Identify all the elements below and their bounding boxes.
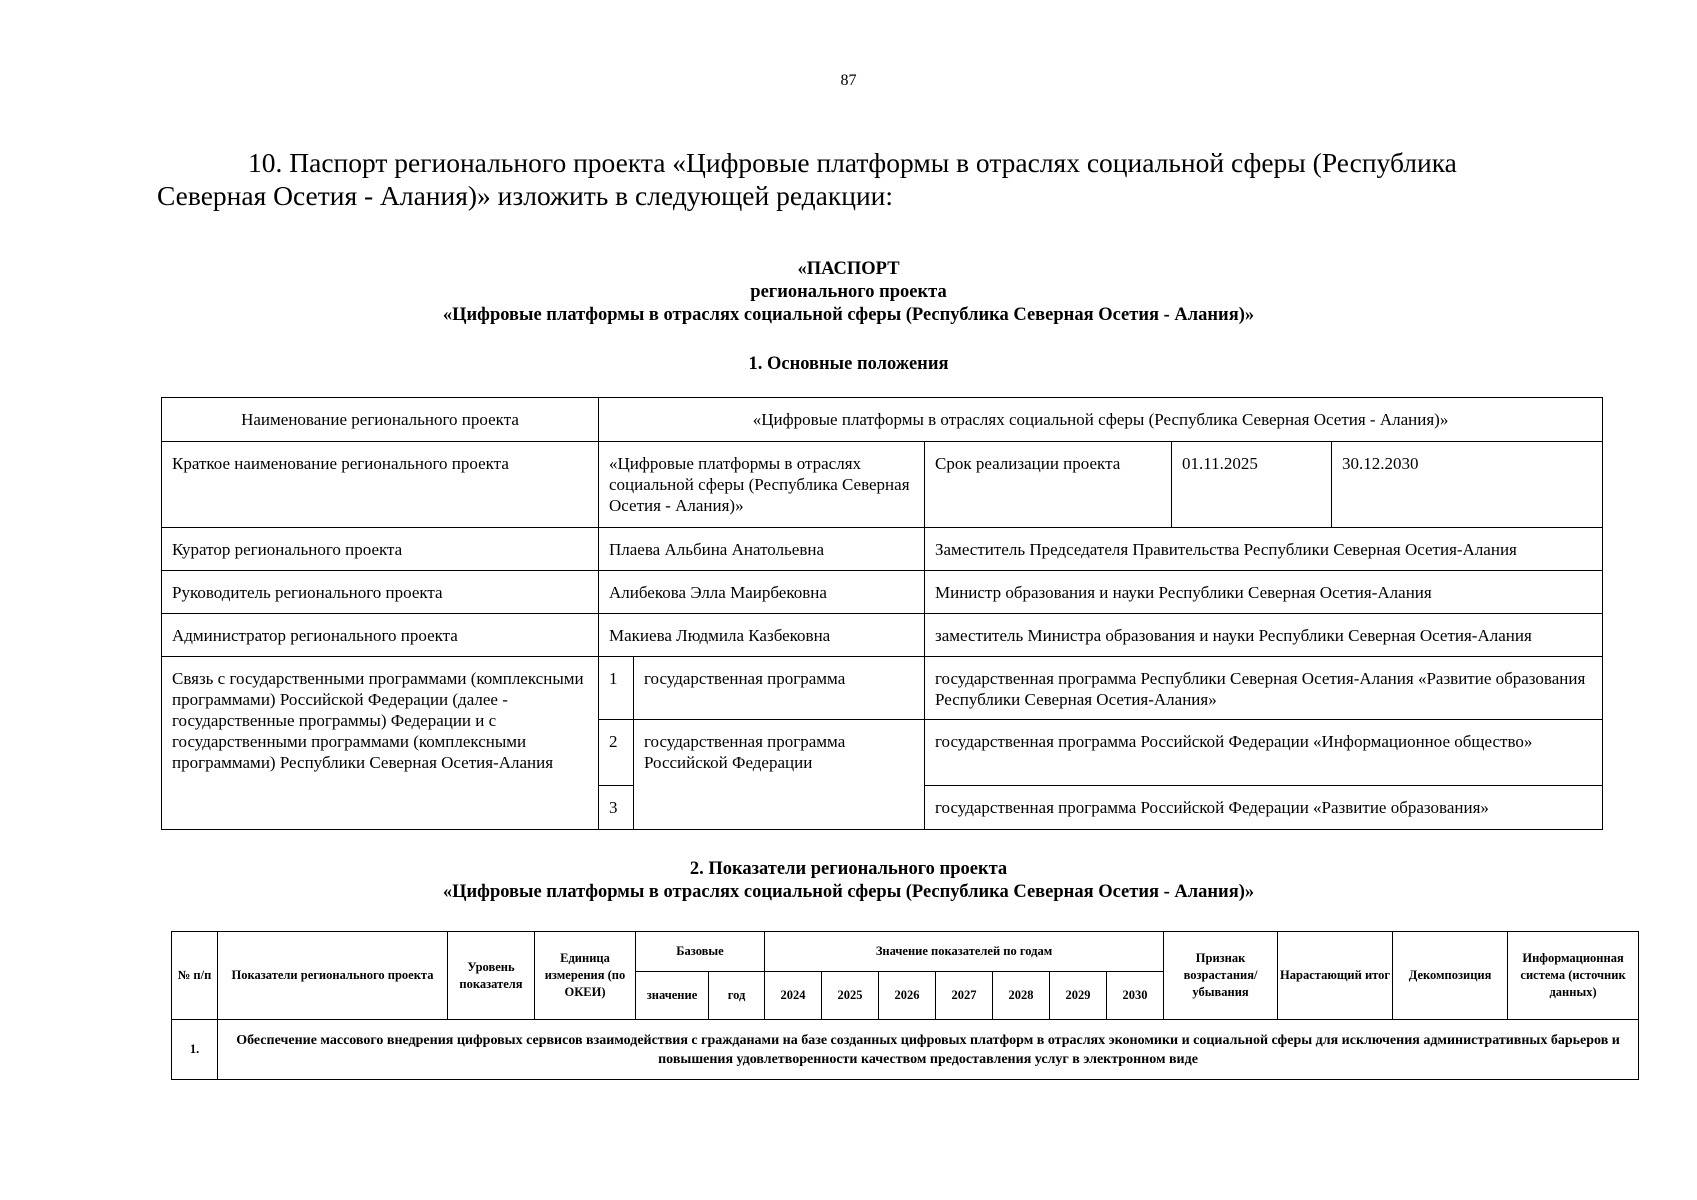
col-year-2025: 2025	[822, 972, 879, 1020]
link-label: Связь с государственными программами (комплексными программами) Российской Федерации (далее - государственные программы) Федерации и с государственными программами (комплексными программами) Республики Северная Осетия-Алания	[162, 657, 599, 830]
program-num: 1	[599, 657, 634, 720]
head-label: Руководитель регионального проекта	[162, 571, 599, 614]
term-start: 01.11.2025	[1172, 442, 1332, 528]
indicators-table	[171, 931, 1639, 1080]
col-year-2024: 2024	[765, 972, 822, 1020]
section2-heading	[0, 858, 1697, 904]
admin-position: заместитель Министра образования и науки Республики Северная Осетия-Алания	[925, 614, 1603, 657]
program-num: 2	[599, 720, 634, 786]
section1-heading	[0, 353, 1697, 376]
passport-heading-line1: «ПАСПОРТ	[797, 259, 900, 279]
name-value: «Цифровые платформы в отраслях социальной сферы (Республика Северная Осетия - Алания)»	[599, 398, 1603, 442]
col-unit: Единица измерения (по ОКЕИ)	[535, 932, 636, 1020]
admin-label: Администратор регионального проекта	[162, 614, 599, 657]
program-name: государственная программа Республики Северная Осетия-Алания «Развитие образования Республики Северная Осетия-Алания»	[925, 657, 1603, 720]
col-year-2026: 2026	[879, 972, 936, 1020]
term-label: Срок реализации проекта	[925, 442, 1172, 528]
col-year-2029: 2029	[1050, 972, 1107, 1020]
table-row-admin	[162, 614, 1603, 657]
col-indicator-name: Показатели регионального проекта	[218, 932, 448, 1020]
head-name: Алибекова Элла Маирбековна	[599, 571, 925, 614]
program-type: государственная программа Российской Федерации	[634, 720, 925, 830]
curator-name: Плаева Альбина Анатольевна	[599, 528, 925, 571]
col-cumulative: Нарастающий итог	[1278, 932, 1393, 1020]
program-name: государственная программа Российской Федерации «Информационное общество»	[925, 720, 1603, 786]
passport-heading-line2: регионального проекта	[750, 282, 947, 302]
intro-paragraph: 10. Паспорт регионального проекта «Цифровые платформы в отраслях социальной сферы (Республика Северная Осетия - Алания)» изложить в следующей редакции:	[157, 147, 1457, 211]
col-num: № п/п	[172, 932, 218, 1020]
program-name: государственная программа Российской Федерации «Развитие образования»	[925, 786, 1603, 830]
table-row	[172, 1020, 1639, 1080]
short-name-label: Краткое наименование регионального проекта	[162, 442, 599, 528]
program-num: 3	[599, 786, 634, 830]
curator-position: Заместитель Председателя Правительства Республики Северная Осетия-Алания	[925, 528, 1603, 571]
col-decomposition: Декомпозиция	[1393, 932, 1508, 1020]
passport-heading-line3: «Цифровые платформы в отраслях социальной сферы (Республика Северная Осетия - Алания)»	[442, 305, 1255, 325]
table-row-name	[162, 398, 1603, 442]
table-row-program-1	[162, 657, 1603, 720]
section2-title-line2: «Цифровые платформы в отраслях социальной сферы (Республика Северная Осетия - Алания)»	[442, 882, 1255, 902]
page-number: 87	[840, 72, 857, 89]
row-num: 1.	[172, 1020, 218, 1080]
term-end: 30.12.2030	[1332, 442, 1603, 528]
main-provisions-table	[161, 397, 1603, 830]
col-level: Уровень показателя	[448, 932, 535, 1020]
name-label: Наименование регионального проекта	[162, 398, 599, 442]
col-year-2028: 2028	[993, 972, 1050, 1020]
col-years: Значение показателей по годам	[765, 932, 1164, 972]
short-name-value: «Цифровые платформы в отраслях социальной сферы (Республика Северная Осетия - Алания)»	[599, 442, 925, 528]
admin-name: Макиева Людмила Казбековна	[599, 614, 925, 657]
curator-label: Куратор регионального проекта	[162, 528, 599, 571]
row-goal-text: Обеспечение массового внедрения цифровых сервисов взаимодействия с гражданами на базе созданных цифровых платформ в отраслях экономики и социальной сферы для исключения административных барьеров и повышения удовлетворенности качеством предоставления услуг в электронном виде	[218, 1020, 1639, 1080]
head-position: Министр образования и науки Республики Северная Осетия-Алания	[925, 571, 1603, 614]
program-type: государственная программа	[634, 657, 925, 720]
indicators-header-row-1	[172, 932, 1639, 972]
table-row-head	[162, 571, 1603, 614]
col-base-value: значение	[636, 972, 709, 1020]
section2-title-line1: 2. Показатели регионального проекта	[689, 859, 1008, 879]
col-base-year: год	[709, 972, 765, 1020]
col-base: Базовые	[636, 932, 765, 972]
passport-heading	[0, 258, 1697, 327]
table-row-curator	[162, 528, 1603, 571]
col-year-2030: 2030	[1107, 972, 1164, 1020]
table-row-short-name	[162, 442, 1603, 528]
col-sign: Признак возрастания/ убывания	[1164, 932, 1278, 1020]
section1-title: 1. Основные положения	[748, 354, 949, 374]
col-info-system: Информационная система (источник данных)	[1508, 932, 1639, 1020]
col-year-2027: 2027	[936, 972, 993, 1020]
